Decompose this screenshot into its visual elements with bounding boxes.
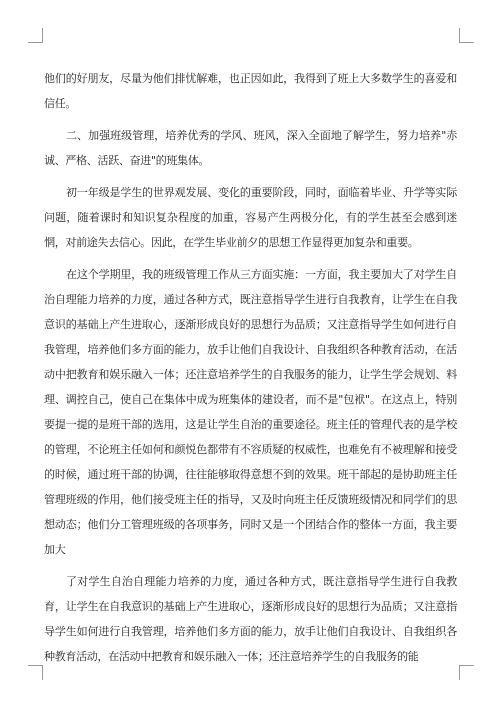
- section-heading: 二、加强班级管理，培养优秀的学风、班风，深入全面地了解学生，努力培养"赤诚、严格、活跃、奋进"的班集体。: [44, 129, 457, 167]
- paragraph-class-management: 在这个学期里，我的班级管理工作从三方面实施：一方面，我主要加大了对学生自治自理能力培养的力度，通过各种方式，既注意指导学生进行自我教育，让学生在自我意识的基础上产生进取心，逐渐形成良好的思想行为品质；又注意指导学生如何进行自我管理，培养他们多方面的能力，放手让他们自我设计、自我组织各种教育活动，在活动中把教育和娱乐融入一体；还注意培养学生的自我服务的能力，让学生学会规划、料理、调控自己，使自己在集体中成为班集体的建设者，而不是"包袱"。在这点上，特别要提一提的是班干部的选用，这是让学生自治的重要途径。班主任的管理代表的是学校的管理，不论班主任如何和颜悦色都带有不容质疑的权威性，也难免有不被理解和接受的时候，通过班干部的协调，往往能够取得意想不到的效果。班干部起的是协助班主任管理班级的作用，他们接受班主任的指导，又及时向班主任反馈班级情况和同学们的思想动态；他们分工管理班级的各项事务，同时又是一个团结合作的整体一方面，我主要加大: [44, 268, 457, 556]
- crop-mark-bottom-right: [459, 665, 474, 680]
- paragraph-continuation: 他们的好朋友，尽量为他们排忧解难，也正因如此，我得到了班上大多数学生的喜爱和信任。: [44, 72, 457, 110]
- crop-mark-bottom-left: [28, 665, 43, 680]
- document-body: [44, 66, 457, 669]
- crop-mark-top-left: [28, 28, 43, 43]
- crop-mark-top-right: [459, 28, 474, 43]
- paragraph-self-management: 了对学生自治自理能力培养的力度，通过各种方式，既注意指导学生进行自我教育，让学生在自我意识的基础上产生进取心，逐渐形成良好的思想行为品质；又注意指导学生如何进行自我管理，培养他们多方面的能力，放手让他们自我设计、自我组织各种教育活动，在活动中把教育和娱乐融入一体；还注意培养学生的自我服务的能: [44, 575, 457, 663]
- paragraph-grade-one: 初一年级是学生的世界观发展、变化的重要阶段，同时，面临着毕业、升学等实际问题，随着课时和知识复杂程度的加重，容易产生两极分化，有的学生甚至会感到迷惘，对前途失去信心。因此，在学生毕业前夕的思想工作显得更加复杂和重要。: [44, 186, 457, 249]
